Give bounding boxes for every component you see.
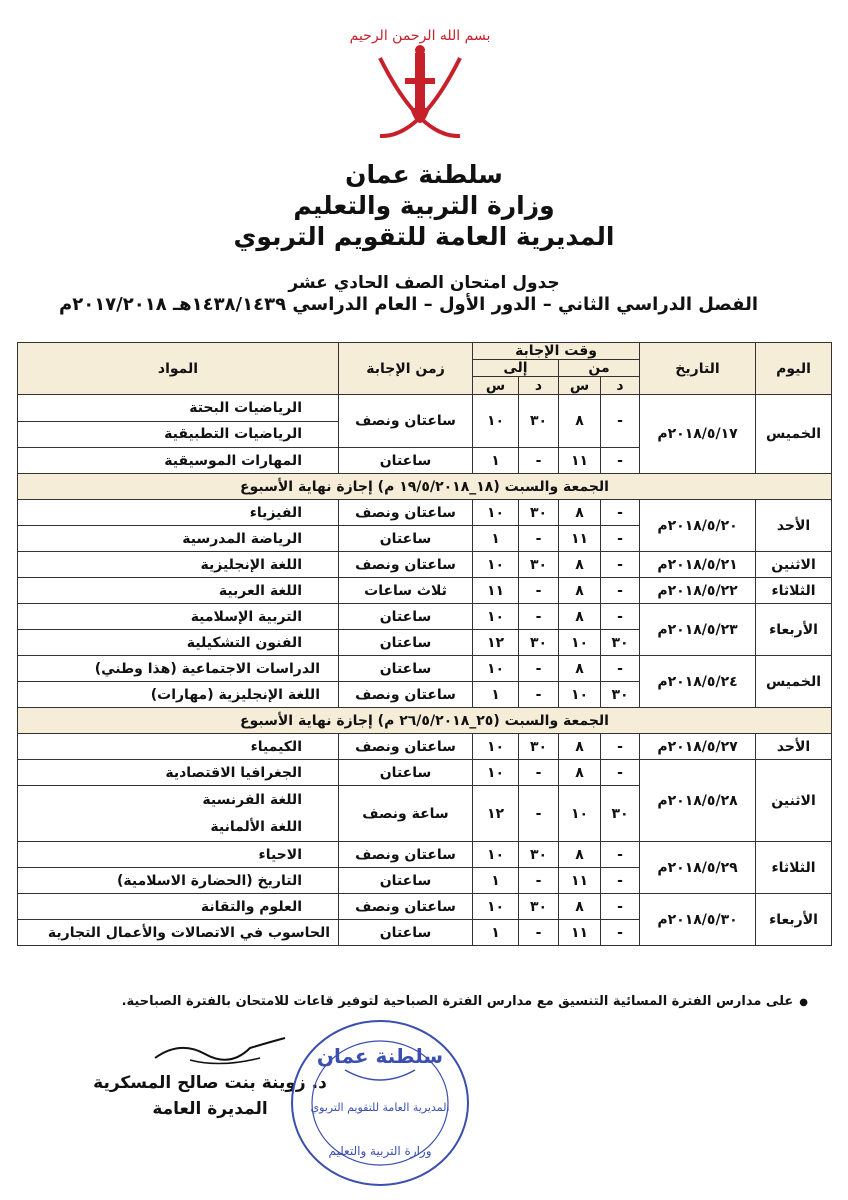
stamp-middle-text: المديرية العامة للتقويم التربوي: [310, 1101, 450, 1114]
table-row: [18, 734, 832, 760]
from-hour: ١١: [559, 920, 601, 946]
weekend-note: الجمعة والسبت (٢٥_٢٦/٥/٢٠١٨ م) إجازة نهاية الأسبوع: [18, 708, 832, 734]
day-cell: الثلاثاء: [756, 842, 832, 894]
subject-cell: التربية الإسلامية: [18, 604, 339, 630]
subject-cell: [18, 395, 339, 448]
from-minute: -: [601, 395, 640, 448]
duration-cell: ساعتان ونصف: [339, 734, 473, 760]
to-minute: ٣٠: [519, 552, 559, 578]
document-subtitle: الفصل الدراسي الثاني – الدور الأول – العام الدراسي ١٤٣٨/١٤٣٩هـ ٢٠١٧/٢٠١٨م: [59, 294, 758, 315]
table-row: [18, 656, 832, 682]
from-minute: -: [601, 552, 640, 578]
from-minute: -: [601, 920, 640, 946]
from-minute: -: [601, 734, 640, 760]
duration-cell: ساعة ونصف: [339, 786, 473, 842]
national-emblem: [349, 18, 491, 148]
to-hour: ١٠: [473, 552, 519, 578]
date-cell: ٢٠١٨/٥/١٧م: [640, 395, 756, 474]
to-minute: -: [519, 786, 559, 842]
header-duration: زمن الإجابة: [339, 343, 473, 395]
to-hour: ١٠: [473, 842, 519, 868]
duration-cell: ساعتان ونصف: [339, 842, 473, 868]
document-title: جدول امتحان الصف الحادي عشر: [288, 273, 560, 293]
signatory-position: المديرة العامة: [152, 1099, 268, 1119]
subject-text: اللغة الألمانية: [210, 819, 302, 835]
from-minute: -: [601, 894, 640, 920]
header-hour: س: [559, 377, 601, 395]
duration-cell: ساعتان ونصف: [339, 682, 473, 708]
subject-text: الرياضيات البحتة: [18, 395, 338, 422]
header-date: التاريخ: [640, 343, 756, 395]
to-minute: ٣٠: [519, 395, 559, 448]
to-hour: ١: [473, 920, 519, 946]
header-day: اليوم: [756, 343, 832, 395]
duration-cell: ساعتان: [339, 656, 473, 682]
to-hour: ١٠: [473, 395, 519, 448]
header-time: وقت الإجابة: [473, 343, 640, 360]
from-hour: ١١: [559, 868, 601, 894]
to-minute: -: [519, 578, 559, 604]
from-minute: -: [601, 760, 640, 786]
from-hour: ٨: [559, 552, 601, 578]
duration-cell: ساعتان: [339, 448, 473, 474]
subject-cell: العلوم والتقانة: [18, 894, 339, 920]
from-hour: ٨: [559, 500, 601, 526]
from-hour: ١١: [559, 448, 601, 474]
to-hour: ١٠: [473, 734, 519, 760]
to-hour: ١: [473, 868, 519, 894]
to-minute: ٣٠: [519, 500, 559, 526]
from-hour: ٨: [559, 604, 601, 630]
to-hour: ١٢: [473, 630, 519, 656]
day-cell: الأربعاء: [756, 604, 832, 656]
header-subjects: المواد: [18, 343, 339, 395]
table-row: [18, 395, 832, 448]
to-hour: ١٠: [473, 894, 519, 920]
date-cell: ٢٠١٨/٥/٢٩م: [640, 842, 756, 894]
duration-cell: ساعتان: [339, 920, 473, 946]
day-cell: الأربعاء: [756, 894, 832, 946]
from-minute: -: [601, 526, 640, 552]
to-hour: ١٠: [473, 604, 519, 630]
to-hour: ١٠: [473, 760, 519, 786]
subject-cell: [18, 786, 339, 842]
to-hour: ١٠: [473, 656, 519, 682]
stamp-top-text: سلطنة عمان: [316, 1044, 444, 1068]
to-hour: ١: [473, 448, 519, 474]
from-minute: -: [601, 656, 640, 682]
header-to: إلى: [473, 360, 559, 377]
from-hour: ١٠: [559, 682, 601, 708]
to-minute: -: [519, 448, 559, 474]
signatory-name: د. زوينة بنت صالح المسكرية: [93, 1073, 327, 1093]
from-hour: ١١: [559, 526, 601, 552]
date-cell: ٢٠١٨/٥/٢٠م: [640, 500, 756, 552]
duration-cell: ساعتان: [339, 868, 473, 894]
footnote: [122, 994, 808, 1009]
subject-cell: الدراسات الاجتماعية (هذا وطني): [18, 656, 339, 682]
duration-cell: ساعتان ونصف: [339, 552, 473, 578]
subject-text: الرياضيات التطبيقية: [164, 426, 302, 442]
subject-cell: الكيمياء: [18, 734, 339, 760]
handwritten-signature: [150, 1030, 290, 1070]
subject-cell: الرياضة المدرسية: [18, 526, 339, 552]
from-minute: ٣٠: [601, 682, 640, 708]
basmala-text: بسم الله الرحمن الرحيم: [349, 28, 491, 44]
to-minute: ٣٠: [519, 842, 559, 868]
weekend-note: الجمعة والسبت (١٨_١٩/٥/٢٠١٨ م) إجازة نهاية الأسبوع: [18, 474, 832, 500]
date-cell: ٢٠١٨/٥/٢١م: [640, 552, 756, 578]
from-hour: ٨: [559, 894, 601, 920]
to-hour: ١: [473, 682, 519, 708]
duration-cell: ساعتان: [339, 526, 473, 552]
to-minute: -: [519, 868, 559, 894]
to-minute: ٣٠: [519, 630, 559, 656]
stamp-bottom-text: وزارة التربية والتعليم: [328, 1144, 432, 1158]
from-hour: ٨: [559, 734, 601, 760]
to-minute: -: [519, 760, 559, 786]
table-row: [18, 842, 832, 868]
header-directorate: المديرية العامة للتقويم التربوي: [233, 222, 615, 251]
from-minute: -: [601, 842, 640, 868]
date-cell: ٢٠١٨/٥/٢٨م: [640, 760, 756, 842]
from-minute: -: [601, 578, 640, 604]
header-ministry: وزارة التربية والتعليم: [293, 191, 555, 220]
from-hour: ٨: [559, 760, 601, 786]
table-row: [18, 552, 832, 578]
header-country: سلطنة عمان: [345, 160, 503, 189]
date-cell: ٢٠١٨/٥/٢٤م: [640, 656, 756, 708]
duration-cell: ساعتان: [339, 760, 473, 786]
day-cell: الاثنين: [756, 552, 832, 578]
from-minute: -: [601, 868, 640, 894]
from-hour: ٨: [559, 578, 601, 604]
to-minute: ٣٠: [519, 734, 559, 760]
weekend-row: [18, 708, 832, 734]
table-row: [18, 894, 832, 920]
duration-cell: ساعتان ونصف: [339, 894, 473, 920]
subject-cell: الحاسوب في الاتصالات والأعمال التجارية: [18, 920, 339, 946]
to-hour: ١٠: [473, 500, 519, 526]
subject-cell: اللغة العربية: [18, 578, 339, 604]
duration-cell: ساعتان: [339, 604, 473, 630]
date-cell: ٢٠١٨/٥/٢٣م: [640, 604, 756, 656]
to-minute: -: [519, 682, 559, 708]
to-hour: ١: [473, 526, 519, 552]
subject-cell: اللغة الإنجليزية: [18, 552, 339, 578]
to-minute: ٣٠: [519, 894, 559, 920]
from-minute: -: [601, 448, 640, 474]
table-row: [18, 578, 832, 604]
subject-cell: التاريخ (الحضارة الاسلامية): [18, 868, 339, 894]
duration-cell: ساعتان ونصف: [339, 395, 473, 448]
to-minute: -: [519, 604, 559, 630]
header-from: من: [559, 360, 640, 377]
subject-cell: الفنون التشكيلية: [18, 630, 339, 656]
table-row: [18, 760, 832, 786]
day-cell: الاثنين: [756, 760, 832, 842]
from-minute: ٣٠: [601, 630, 640, 656]
from-hour: ٨: [559, 842, 601, 868]
date-cell: ٢٠١٨/٥/٢٢م: [640, 578, 756, 604]
official-stamp: [285, 1015, 475, 1190]
duration-cell: ساعتان ونصف: [339, 500, 473, 526]
from-hour: ٨: [559, 395, 601, 448]
day-cell: الأحد: [756, 500, 832, 552]
from-minute: -: [601, 604, 640, 630]
bullet-icon: ●: [799, 997, 808, 1008]
date-cell: ٢٠١٨/٥/٣٠م: [640, 894, 756, 946]
to-minute: -: [519, 920, 559, 946]
subject-text: اللغة الفرنسية: [202, 792, 302, 808]
header-minute: د: [601, 377, 640, 395]
duration-cell: ثلاث ساعات: [339, 578, 473, 604]
from-hour: ١٠: [559, 786, 601, 842]
exam-schedule-table: [17, 342, 832, 946]
day-cell: الأحد: [756, 734, 832, 760]
from-hour: ١٠: [559, 630, 601, 656]
date-cell: ٢٠١٨/٥/٢٧م: [640, 734, 756, 760]
header-minute: د: [519, 377, 559, 395]
from-minute: ٣٠: [601, 786, 640, 842]
table-row: [18, 500, 832, 526]
subject-cell: الجغرافيا الاقتصادية: [18, 760, 339, 786]
from-minute: -: [601, 500, 640, 526]
header-hour: س: [473, 377, 519, 395]
day-cell: الثلاثاء: [756, 578, 832, 604]
subject-cell: الفيزياء: [18, 500, 339, 526]
weekend-row: [18, 474, 832, 500]
day-cell: الخميس: [756, 656, 832, 708]
day-cell: الخميس: [756, 395, 832, 474]
to-hour: ١٢: [473, 786, 519, 842]
subject-cell: المهارات الموسيقية: [18, 448, 339, 474]
subject-cell: اللغة الإنجليزية (مهارات): [18, 682, 339, 708]
from-hour: ٨: [559, 656, 601, 682]
to-hour: ١١: [473, 578, 519, 604]
footnote-text: على مدارس الفترة المسائية التنسيق مع مدارس الفترة الصباحية لتوفير قاعات للامتحان بالفترة الصباحية.: [121, 994, 794, 1009]
to-minute: -: [519, 656, 559, 682]
subject-cell: الاحياء: [18, 842, 339, 868]
duration-cell: ساعتان: [339, 630, 473, 656]
to-minute: -: [519, 526, 559, 552]
table-row: [18, 604, 832, 630]
